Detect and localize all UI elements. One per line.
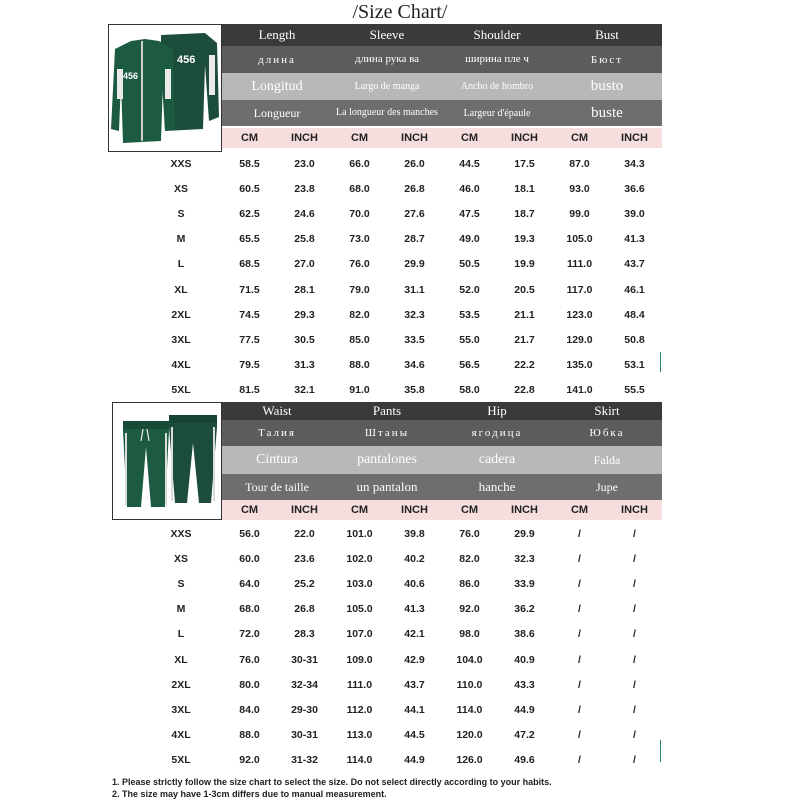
unit-cell: INCH — [401, 504, 428, 516]
table-cell: 43.3 — [514, 678, 535, 691]
header-waist-es: Cintura — [222, 446, 332, 474]
table-cell: 23.0 — [294, 157, 315, 170]
table-cell: 87.0 — [569, 157, 590, 170]
size-label: XS — [173, 182, 188, 195]
table-cell: 44.9 — [404, 754, 425, 767]
size-label: 4XL — [171, 729, 191, 742]
unit-cell: CM — [350, 504, 369, 516]
table-cell: 29-30 — [291, 703, 318, 716]
table-cell: 107.0 — [346, 628, 373, 641]
header-sleeve: Sleeve — [332, 24, 442, 46]
table-row — [140, 521, 662, 546]
table-cell: 42.9 — [404, 653, 425, 666]
table-cell: / — [633, 678, 636, 691]
header-pants-ru: Штаны — [332, 420, 442, 446]
page-title: /Size Chart/ — [352, 1, 448, 23]
table-row — [140, 151, 662, 176]
header-pants-es: pantalones — [332, 446, 442, 474]
table-cell: 23.8 — [294, 182, 315, 195]
table-cell: 114.0 — [346, 754, 373, 767]
header-length: Length — [222, 24, 332, 46]
table-cell: / — [578, 703, 581, 716]
unit-cell: INCH — [511, 504, 538, 516]
unit-cell: INCH — [291, 504, 318, 516]
table-cell: 36.6 — [624, 182, 645, 195]
table-cell: 141.0 — [566, 384, 593, 397]
table-cell: 55.5 — [624, 384, 645, 397]
table-cell: / — [578, 552, 581, 565]
table-cell: 32-34 — [291, 678, 318, 691]
table-cell: / — [633, 577, 636, 590]
table-cell: 109.0 — [346, 653, 373, 666]
table-cell: 53.1 — [624, 359, 645, 372]
table-cell: 31.3 — [294, 359, 315, 372]
table-cell: 32.1 — [294, 384, 315, 397]
table-cell: 71.5 — [239, 283, 260, 296]
table-cell: 102.0 — [346, 552, 373, 565]
table-cell: 33.5 — [404, 333, 425, 346]
table-row — [140, 176, 662, 201]
table-cell: 25.2 — [294, 577, 315, 590]
table-cell: 46.1 — [624, 283, 645, 296]
table-cell: 50.8 — [624, 333, 645, 346]
table-cell: 41.3 — [404, 603, 425, 616]
note-1: 1. Please strictly follow the size chart to select the size. Do not select directly according to your habits. — [112, 777, 552, 787]
unit-cell: CM — [240, 132, 259, 144]
header-shoulder-ru: ширина пле ч — [442, 46, 552, 73]
jacket-number-front: 456 — [123, 71, 139, 81]
table-cell: / — [578, 628, 581, 641]
header-skirt-fr: Jupe — [552, 474, 662, 500]
table-cell: 53.5 — [459, 308, 480, 321]
header-shoulder-fr: Largeur d'épaule — [442, 100, 552, 126]
unit-cell: CM — [350, 132, 369, 144]
pants-icon — [113, 403, 221, 519]
header-bust: Bust — [552, 24, 662, 46]
table-cell: 27.0 — [294, 258, 315, 271]
table-cell: 76.0 — [239, 653, 260, 666]
table-cell: / — [578, 678, 581, 691]
table-cell: / — [578, 603, 581, 616]
table-cell: 43.7 — [624, 258, 645, 271]
unit-cell: INCH — [291, 132, 318, 144]
header-waist-ru: Талия — [222, 420, 332, 446]
table-cell: 24.6 — [294, 207, 315, 220]
table-cell: 111.0 — [346, 678, 373, 691]
table-cell: 65.5 — [239, 233, 260, 246]
table-cell: 17.5 — [514, 157, 535, 170]
table-cell: 82.0 — [459, 552, 480, 565]
table-cell: 41.3 — [624, 233, 645, 246]
header-waist-fr: Tour de taille — [222, 474, 332, 500]
size-label: XXS — [170, 527, 192, 540]
table-cell: 18.1 — [514, 182, 535, 195]
unit-cell: INCH — [511, 132, 538, 144]
table-cell: 40.2 — [404, 552, 425, 565]
header-hip: Hip — [442, 402, 552, 420]
table-cell: 36.2 — [514, 603, 535, 616]
table-row — [140, 672, 662, 697]
table-cell: 82.0 — [349, 308, 370, 321]
table-cell: 55.0 — [459, 333, 480, 346]
size-label: M — [176, 233, 186, 246]
unit-cell: INCH — [401, 132, 428, 144]
header-sleeve-fr: La longueur des manches — [332, 100, 442, 126]
header-skirt-ru: Юбка — [552, 420, 662, 446]
table-cell: 77.5 — [239, 333, 260, 346]
table-cell: 22.8 — [514, 384, 535, 397]
table-cell: 44.1 — [404, 703, 425, 716]
bottom-header-grid — [222, 402, 662, 500]
table-cell: 110.0 — [456, 678, 483, 691]
jacket-image — [108, 24, 222, 152]
unit-cell: CM — [570, 504, 589, 516]
unit-cell: CM — [240, 504, 259, 516]
table-cell: 105.0 — [566, 233, 593, 246]
table-cell: 103.0 — [346, 577, 373, 590]
decorative-tick — [660, 740, 661, 762]
table-cell: 50.5 — [459, 258, 480, 271]
table-cell: 114.0 — [456, 703, 483, 716]
table-cell: 30-31 — [291, 653, 318, 666]
table-cell: 66.0 — [349, 157, 370, 170]
size-label: XS — [173, 552, 188, 565]
unit-cell: CM — [460, 504, 479, 516]
header-skirt: Skirt — [552, 402, 662, 420]
header-shoulder: Shoulder — [442, 24, 552, 46]
table-cell: 34.3 — [624, 157, 645, 170]
table-cell: 31-32 — [291, 754, 318, 767]
table-cell: 112.0 — [346, 703, 373, 716]
table-cell: / — [578, 729, 581, 742]
table-cell: 72.0 — [239, 628, 260, 641]
table-cell: 47.5 — [459, 207, 480, 220]
size-label: 5XL — [171, 754, 191, 767]
table-row — [140, 647, 662, 672]
header-pants-fr: un pantalon — [332, 474, 442, 500]
header-length-fr: Longueur — [222, 100, 332, 126]
table-cell: 68.0 — [239, 603, 260, 616]
table-cell: 28.7 — [404, 233, 425, 246]
table-cell: 80.0 — [239, 678, 260, 691]
table-cell: 33.9 — [514, 577, 535, 590]
table-cell: 19.9 — [514, 258, 535, 271]
table-cell: 99.0 — [569, 207, 590, 220]
table-cell: 62.5 — [239, 207, 260, 220]
header-hip-es: cadera — [442, 446, 552, 474]
table-row — [140, 353, 662, 378]
table-cell: 126.0 — [456, 754, 483, 767]
table-cell: 48.4 — [624, 308, 645, 321]
table-cell: 19.3 — [514, 233, 535, 246]
table-cell: 74.5 — [239, 308, 260, 321]
size-label: 5XL — [171, 384, 191, 397]
table-row — [140, 723, 662, 748]
table-cell: 79.0 — [349, 283, 370, 296]
size-label: 3XL — [171, 333, 191, 346]
table-cell: 60.0 — [239, 552, 260, 565]
header-length-es: Longitud — [222, 73, 332, 100]
table-cell: 42.1 — [404, 628, 425, 641]
table-cell: 32.3 — [514, 552, 535, 565]
header-hip-fr: hanche — [442, 474, 552, 500]
table-cell: / — [633, 603, 636, 616]
unit-cell: CM — [460, 132, 479, 144]
table-cell: / — [633, 754, 636, 767]
table-cell: 111.0 — [566, 258, 593, 271]
table-row — [140, 697, 662, 722]
table-cell: 30.5 — [294, 333, 315, 346]
jacket-number-back: 456 — [177, 54, 196, 66]
table-row — [140, 201, 662, 226]
table-cell: 26.8 — [404, 182, 425, 195]
table-cell: / — [633, 703, 636, 716]
table-cell: 49.6 — [514, 754, 535, 767]
table-cell: / — [578, 527, 581, 540]
size-label: S — [177, 207, 185, 220]
table-cell: 98.0 — [459, 628, 480, 641]
table-cell: 27.6 — [404, 207, 425, 220]
table-cell: 23.6 — [294, 552, 315, 565]
table-cell: 20.5 — [514, 283, 535, 296]
header-waist: Waist — [222, 402, 332, 420]
table-cell: 28.3 — [294, 628, 315, 641]
size-label: 2XL — [171, 308, 191, 321]
header-sleeve-es: Largo de manga — [332, 73, 442, 100]
table-cell: 43.7 — [404, 678, 425, 691]
table-cell: 22.0 — [294, 527, 315, 540]
header-bust-ru: Бюст — [552, 46, 662, 73]
table-cell: 88.0 — [239, 729, 260, 742]
table-cell: / — [633, 653, 636, 666]
table-cell: 34.6 — [404, 359, 425, 372]
header-skirt-es: Falda — [552, 446, 662, 474]
table-cell: 44.9 — [514, 703, 535, 716]
table-row — [140, 227, 662, 252]
table-cell: / — [633, 628, 636, 641]
top-header-grid — [222, 24, 662, 126]
table-cell: 68.5 — [239, 258, 260, 271]
size-label: M — [176, 603, 186, 616]
table-cell: 32.3 — [404, 308, 425, 321]
table-cell: 113.0 — [346, 729, 373, 742]
decorative-tick — [660, 352, 661, 372]
table-cell: 44.5 — [404, 729, 425, 742]
size-label: L — [177, 628, 185, 641]
table-cell: 26.8 — [294, 603, 315, 616]
table-cell: 73.0 — [349, 233, 370, 246]
table-cell: 76.0 — [349, 258, 370, 271]
table-cell: 44.5 — [459, 157, 480, 170]
header-sleeve-ru: длина рука ва — [332, 46, 442, 73]
header-bust-es: busto — [552, 73, 662, 100]
size-label: S — [177, 577, 185, 590]
table-cell: 120.0 — [456, 729, 483, 742]
table-cell: 40.9 — [514, 653, 535, 666]
table-cell: 25.8 — [294, 233, 315, 246]
table-row — [140, 378, 662, 403]
table-cell: 91.0 — [349, 384, 370, 397]
table-cell: 92.0 — [459, 603, 480, 616]
table-cell: 26.0 — [404, 157, 425, 170]
table-cell: 129.0 — [566, 333, 593, 346]
table-row — [140, 252, 662, 277]
unit-cell: INCH — [621, 504, 648, 516]
table-cell: 29.3 — [294, 308, 315, 321]
table-cell: / — [633, 552, 636, 565]
header-shoulder-es: Ancho de hombro — [442, 73, 552, 100]
bottom-units-row — [222, 500, 662, 520]
table-cell: 92.0 — [239, 754, 260, 767]
table-cell: 39.0 — [624, 207, 645, 220]
size-label: L — [177, 258, 185, 271]
table-cell: 49.0 — [459, 233, 480, 246]
table-cell: 21.7 — [514, 333, 535, 346]
header-bust-fr: buste — [552, 100, 662, 126]
table-cell: 135.0 — [566, 359, 593, 372]
table-cell: 117.0 — [566, 283, 593, 296]
table-cell: 35.8 — [404, 384, 425, 397]
table-cell: 86.0 — [459, 577, 480, 590]
table-cell: / — [578, 653, 581, 666]
unit-cell: CM — [570, 132, 589, 144]
table-cell: 81.5 — [239, 384, 260, 397]
table-row — [140, 327, 662, 352]
top-size-table — [140, 151, 662, 403]
table-cell: 105.0 — [346, 603, 373, 616]
table-cell: 22.2 — [514, 359, 535, 372]
table-cell: 28.1 — [294, 283, 315, 296]
table-cell: 56.5 — [459, 359, 480, 372]
top-units-row — [222, 128, 662, 148]
table-row — [140, 277, 662, 302]
table-cell: 38.6 — [514, 628, 535, 641]
table-row — [140, 546, 662, 571]
table-cell: 29.9 — [514, 527, 535, 540]
table-cell: 46.0 — [459, 182, 480, 195]
table-cell: 56.0 — [239, 527, 260, 540]
table-cell: 31.1 — [404, 283, 425, 296]
table-cell: / — [633, 729, 636, 742]
table-cell: 52.0 — [459, 283, 480, 296]
table-cell: 85.0 — [349, 333, 370, 346]
table-cell: 30-31 — [291, 729, 318, 742]
table-cell: 60.5 — [239, 182, 260, 195]
table-cell: / — [578, 754, 581, 767]
size-label: 2XL — [171, 678, 191, 691]
table-cell: 101.0 — [346, 527, 373, 540]
table-cell: 18.7 — [514, 207, 535, 220]
table-cell: 70.0 — [349, 207, 370, 220]
table-cell: 88.0 — [349, 359, 370, 372]
table-cell: 104.0 — [456, 653, 483, 666]
table-row — [140, 622, 662, 647]
table-row — [140, 597, 662, 622]
table-cell: 93.0 — [569, 182, 590, 195]
table-row — [140, 748, 662, 773]
table-cell: 68.0 — [349, 182, 370, 195]
header-hip-ru: ягодица — [442, 420, 552, 446]
table-cell: 64.0 — [239, 577, 260, 590]
jacket-icon — [109, 25, 221, 151]
size-label: 3XL — [171, 703, 191, 716]
size-label: XXS — [170, 157, 192, 170]
table-cell: 40.6 — [404, 577, 425, 590]
table-cell: 39.8 — [404, 527, 425, 540]
header-length-ru: длина — [222, 46, 332, 73]
table-cell: 58.5 — [239, 157, 260, 170]
table-cell: 123.0 — [566, 308, 593, 321]
table-row — [140, 571, 662, 596]
size-label: XL — [174, 283, 188, 296]
header-pants: Pants — [332, 402, 442, 420]
notes — [112, 776, 552, 800]
table-cell: 47.2 — [514, 729, 535, 742]
table-cell: 29.9 — [404, 258, 425, 271]
bottom-size-table — [140, 521, 662, 773]
table-cell: 58.0 — [459, 384, 480, 397]
note-2: 2. The size may have 1-3cm differs due to manual measurement. — [112, 789, 387, 799]
table-cell: / — [633, 527, 636, 540]
table-cell: / — [578, 577, 581, 590]
table-cell: 79.5 — [239, 359, 260, 372]
size-label: 4XL — [171, 359, 191, 372]
table-cell: 21.1 — [514, 308, 535, 321]
table-row — [140, 302, 662, 327]
unit-cell: INCH — [621, 132, 648, 144]
table-cell: 84.0 — [239, 703, 260, 716]
size-label: XL — [174, 653, 188, 666]
table-cell: 76.0 — [459, 527, 480, 540]
pants-image — [112, 402, 222, 520]
